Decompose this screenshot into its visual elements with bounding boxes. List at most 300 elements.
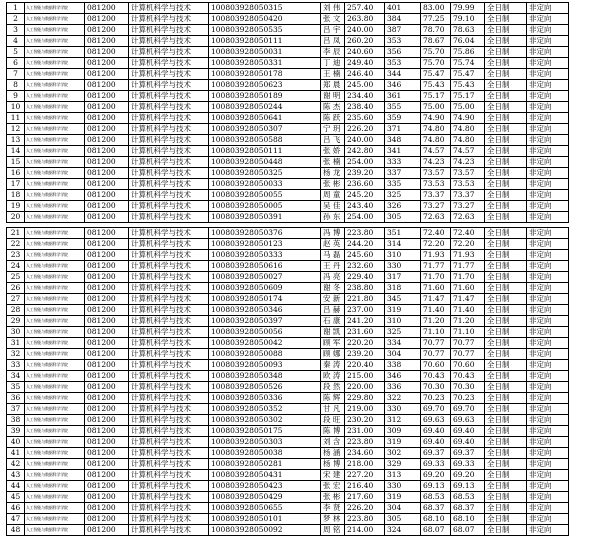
student-name-cell: 欧 涛 [321, 371, 345, 382]
major-code-cell: 081200 [85, 470, 129, 481]
direction-cell: 非定向 [527, 305, 569, 316]
major-code-cell: 081200 [85, 393, 129, 404]
exam-id-cell: 100803928050005 [209, 201, 321, 212]
study-mode-cell: 全日制 [485, 201, 527, 212]
college-cell: 人工智能与数据科学学院 [25, 124, 85, 135]
college-cell: 人工智能与数据科学学院 [25, 448, 85, 459]
exam-id-cell: 100803928050189 [209, 91, 321, 102]
student-name-cell: 王 楠 [321, 69, 345, 80]
score-d-cell: 74.23 [451, 157, 485, 168]
score-c-cell: 78.67 [421, 36, 451, 47]
row-number: 34 [7, 371, 25, 382]
college-cell: 人工智能与数据科学学院 [25, 360, 85, 371]
major-name-cell: 计算机科学与技术 [129, 338, 209, 349]
table-row [7, 212, 569, 223]
major-name-cell: 计算机科学与技术 [129, 80, 209, 91]
major-code-cell: 081200 [85, 157, 129, 168]
row-number: 19 [7, 201, 25, 212]
exam-id-cell: 100803928050055 [209, 190, 321, 201]
study-mode-cell: 全日制 [485, 239, 527, 250]
major-code-cell: 081200 [85, 338, 129, 349]
score-b-cell: 325 [385, 190, 421, 201]
student-name-cell: 杨 涵 [321, 448, 345, 459]
score-a-cell: 241.20 [345, 316, 385, 327]
study-mode-cell: 全日制 [485, 261, 527, 272]
score-b-cell: 330 [385, 261, 421, 272]
table-row [7, 503, 569, 514]
major-name-cell: 计算机科学与技术 [129, 415, 209, 426]
score-a-cell: 223.80 [345, 437, 385, 448]
college-cell: 人工智能与数据科学学院 [25, 459, 85, 470]
major-name-cell: 计算机科学与技术 [129, 360, 209, 371]
score-b-cell: 348 [385, 135, 421, 146]
table-row [7, 80, 569, 91]
score-d-cell: 68.37 [451, 503, 485, 514]
college-cell: 人工智能与数据科学学院 [25, 212, 85, 223]
study-mode-cell: 全日制 [485, 404, 527, 415]
major-name-cell: 计算机科学与技术 [129, 36, 209, 47]
major-name-cell: 计算机科学与技术 [129, 25, 209, 36]
score-d-cell: 75.43 [451, 80, 485, 91]
direction-cell: 非定向 [527, 135, 569, 146]
direction-cell: 非定向 [527, 448, 569, 459]
major-code-cell: 081200 [85, 415, 129, 426]
student-name-cell: 顾 娜 [321, 349, 345, 360]
score-a-cell: 245.60 [345, 250, 385, 261]
major-name-cell: 计算机科学与技术 [129, 212, 209, 223]
table-row [7, 58, 569, 69]
score-a-cell: 216.40 [345, 481, 385, 492]
score-a-cell: 240.60 [345, 47, 385, 58]
score-c-cell: 75.47 [421, 69, 451, 80]
table-row [7, 470, 569, 481]
exam-id-cell: 100803928050033 [209, 179, 321, 190]
major-name-cell: 计算机科学与技术 [129, 448, 209, 459]
student-name-cell: 王 丹 [321, 261, 345, 272]
exam-id-cell: 100803928050346 [209, 305, 321, 316]
student-name-cell: 李 辰 [321, 47, 345, 58]
student-name-cell: 刘 含 [321, 437, 345, 448]
major-name-cell: 计算机科学与技术 [129, 525, 209, 536]
college-cell: 人工智能与数据科学学院 [25, 146, 85, 157]
score-d-cell: 74.90 [451, 113, 485, 124]
score-a-cell: 238.80 [345, 283, 385, 294]
study-mode-cell: 全日制 [485, 272, 527, 283]
exam-id-cell: 100803928050641 [209, 113, 321, 124]
table-row [7, 168, 569, 179]
study-mode-cell: 全日制 [485, 525, 527, 536]
score-b-cell: 314 [385, 239, 421, 250]
student-name-cell: 周 童 [321, 190, 345, 201]
college-cell: 人工智能与数据科学学院 [25, 179, 85, 190]
exam-id-cell: 100803928050281 [209, 459, 321, 470]
major-name-cell: 计算机科学与技术 [129, 261, 209, 272]
student-name-cell: 石 康 [321, 316, 345, 327]
score-c-cell: 72.40 [421, 228, 451, 239]
college-cell: 人工智能与数据科学学院 [25, 228, 85, 239]
direction-cell: 非定向 [527, 492, 569, 503]
score-a-cell: 215.00 [345, 371, 385, 382]
college-cell: 人工智能与数据科学学院 [25, 3, 85, 14]
major-name-cell: 计算机科学与技术 [129, 503, 209, 514]
score-a-cell: 223.80 [345, 228, 385, 239]
major-name-cell: 计算机科学与技术 [129, 492, 209, 503]
major-name-cell: 计算机科学与技术 [129, 91, 209, 102]
major-name-cell: 计算机科学与技术 [129, 305, 209, 316]
direction-cell: 非定向 [527, 294, 569, 305]
score-d-cell: 75.74 [451, 58, 485, 69]
major-name-cell: 计算机科学与技术 [129, 426, 209, 437]
direction-cell: 非定向 [527, 3, 569, 14]
major-name-cell: 计算机科学与技术 [129, 14, 209, 25]
score-b-cell: 305 [385, 514, 421, 525]
study-mode-cell: 全日制 [485, 228, 527, 239]
score-c-cell: 83.00 [421, 3, 451, 14]
direction-cell: 非定向 [527, 459, 569, 470]
exam-id-cell: 100803928050526 [209, 382, 321, 393]
score-b-cell: 304 [385, 349, 421, 360]
score-c-cell: 73.53 [421, 179, 451, 190]
student-name-cell: 谢 凯 [321, 327, 345, 338]
major-code-cell: 081200 [85, 261, 129, 272]
table-row [7, 14, 569, 25]
score-c-cell: 70.60 [421, 360, 451, 371]
score-a-cell: 226.20 [345, 503, 385, 514]
score-c-cell: 75.70 [421, 58, 451, 69]
score-c-cell: 71.10 [421, 327, 451, 338]
major-code-cell: 081200 [85, 316, 129, 327]
college-cell: 人工智能与数据科学学院 [25, 316, 85, 327]
score-a-cell: 249.40 [345, 58, 385, 69]
score-d-cell: 70.77 [451, 349, 485, 360]
score-b-cell: 337 [385, 168, 421, 179]
exam-id-cell: 100803928050623 [209, 80, 321, 91]
major-name-cell: 计算机科学与技术 [129, 294, 209, 305]
table-row [7, 382, 569, 393]
score-d-cell: 73.37 [451, 190, 485, 201]
score-d-cell: 72.20 [451, 239, 485, 250]
direction-cell: 非定向 [527, 113, 569, 124]
score-d-cell: 69.40 [451, 437, 485, 448]
exam-id-cell: 100803928050397 [209, 316, 321, 327]
score-a-cell: 244.20 [345, 239, 385, 250]
score-b-cell: 333 [385, 157, 421, 168]
score-c-cell: 71.60 [421, 283, 451, 294]
major-code-cell: 081200 [85, 3, 129, 14]
major-name-cell: 计算机科学与技术 [129, 135, 209, 146]
score-d-cell: 72.63 [451, 212, 485, 223]
score-a-cell: 229.40 [345, 272, 385, 283]
major-code-cell: 081200 [85, 492, 129, 503]
exam-id-cell: 100803928050616 [209, 261, 321, 272]
exam-id-cell: 100803928050244 [209, 102, 321, 113]
score-c-cell: 74.57 [421, 146, 451, 157]
score-c-cell: 71.93 [421, 250, 451, 261]
study-mode-cell: 全日制 [485, 80, 527, 91]
student-name-cell: 梦 林 [321, 514, 345, 525]
table-row [7, 261, 569, 272]
row-number: 4 [7, 36, 25, 47]
score-b-cell: 319 [385, 492, 421, 503]
score-b-cell: 356 [385, 47, 421, 58]
score-b-cell: 326 [385, 201, 421, 212]
direction-cell: 非定向 [527, 426, 569, 437]
college-cell: 人工智能与数据科学学院 [25, 525, 85, 536]
direction-cell: 非定向 [527, 360, 569, 371]
exam-id-cell: 100803928050093 [209, 360, 321, 371]
college-cell: 人工智能与数据科学学院 [25, 58, 85, 69]
study-mode-cell: 全日制 [485, 481, 527, 492]
major-name-cell: 计算机科学与技术 [129, 157, 209, 168]
exam-id-cell: 100803928050027 [209, 272, 321, 283]
direction-cell: 非定向 [527, 201, 569, 212]
score-b-cell: 329 [385, 459, 421, 470]
table-row [7, 415, 569, 426]
major-name-cell: 计算机科学与技术 [129, 190, 209, 201]
score-d-cell: 69.33 [451, 459, 485, 470]
score-d-cell: 78.63 [451, 25, 485, 36]
table-row [7, 404, 569, 415]
score-b-cell: 330 [385, 404, 421, 415]
table-row [7, 338, 569, 349]
student-name-cell: 吴 佳 [321, 201, 345, 212]
direction-cell: 非定向 [527, 525, 569, 536]
student-name-cell: 丁 迪 [321, 58, 345, 69]
major-code-cell: 081200 [85, 382, 129, 393]
score-c-cell: 71.77 [421, 261, 451, 272]
score-a-cell: 220.00 [345, 382, 385, 393]
score-b-cell: 312 [385, 415, 421, 426]
score-d-cell: 79.10 [451, 14, 485, 25]
score-d-cell: 70.60 [451, 360, 485, 371]
score-b-cell: 387 [385, 25, 421, 36]
study-mode-cell: 全日制 [485, 135, 527, 146]
row-number: 16 [7, 168, 25, 179]
student-name-cell: 张 娇 [321, 146, 345, 157]
score-b-cell: 341 [385, 146, 421, 157]
direction-cell: 非定向 [527, 371, 569, 382]
exam-id-cell: 100803928050423 [209, 481, 321, 492]
score-a-cell: 231.00 [345, 426, 385, 437]
table-row [7, 91, 569, 102]
major-code-cell: 081200 [85, 135, 129, 146]
row-number: 31 [7, 338, 25, 349]
study-mode-cell: 全日制 [485, 338, 527, 349]
score-c-cell: 78.70 [421, 25, 451, 36]
study-mode-cell: 全日制 [485, 124, 527, 135]
student-name-cell: 张 彬 [321, 179, 345, 190]
row-number: 21 [7, 228, 25, 239]
direction-cell: 非定向 [527, 69, 569, 80]
study-mode-cell: 全日制 [485, 283, 527, 294]
student-name-cell: 周 铭 [321, 525, 345, 536]
score-d-cell: 68.07 [451, 525, 485, 536]
direction-cell: 非定向 [527, 283, 569, 294]
score-c-cell: 71.70 [421, 272, 451, 283]
row-number: 32 [7, 349, 25, 360]
score-d-cell: 69.63 [451, 415, 485, 426]
table-row [7, 25, 569, 36]
direction-cell: 非定向 [527, 58, 569, 69]
exam-id-cell: 100803928050178 [209, 69, 321, 80]
score-b-cell: 353 [385, 58, 421, 69]
college-cell: 人工智能与数据科学学院 [25, 415, 85, 426]
college-cell: 人工智能与数据科学学院 [25, 437, 85, 448]
table-row [7, 146, 569, 157]
score-c-cell: 71.47 [421, 294, 451, 305]
direction-cell: 非定向 [527, 349, 569, 360]
major-name-cell: 计算机科学与技术 [129, 437, 209, 448]
student-name-cell: 孙 东 [321, 212, 345, 223]
table-row [7, 327, 569, 338]
major-name-cell: 计算机科学与技术 [129, 102, 209, 113]
score-d-cell: 68.10 [451, 514, 485, 525]
college-cell: 人工智能与数据科学学院 [25, 272, 85, 283]
score-b-cell: 310 [385, 250, 421, 261]
score-a-cell: 220.20 [345, 338, 385, 349]
college-cell: 人工智能与数据科学学院 [25, 135, 85, 146]
study-mode-cell: 全日制 [485, 382, 527, 393]
score-c-cell: 69.40 [421, 437, 451, 448]
major-name-cell: 计算机科学与技术 [129, 470, 209, 481]
exam-id-cell: 100803928050056 [209, 327, 321, 338]
score-b-cell: 359 [385, 113, 421, 124]
study-mode-cell: 全日制 [485, 503, 527, 514]
direction-cell: 非定向 [527, 25, 569, 36]
table-row [7, 124, 569, 135]
study-mode-cell: 全日制 [485, 47, 527, 58]
exam-id-cell: 100803928050588 [209, 135, 321, 146]
direction-cell: 非定向 [527, 228, 569, 239]
study-mode-cell: 全日制 [485, 349, 527, 360]
score-b-cell: 318 [385, 283, 421, 294]
exam-id-cell: 100803928050331 [209, 58, 321, 69]
row-number: 7 [7, 69, 25, 80]
student-name-cell: 段 旺 [321, 415, 345, 426]
score-c-cell: 71.40 [421, 305, 451, 316]
score-a-cell: 257.40 [345, 3, 385, 14]
table-row [7, 360, 569, 371]
major-code-cell: 081200 [85, 305, 129, 316]
score-b-cell: 335 [385, 179, 421, 190]
major-name-cell: 计算机科学与技术 [129, 283, 209, 294]
college-cell: 人工智能与数据科学学院 [25, 514, 85, 525]
score-a-cell: 226.20 [345, 124, 385, 135]
score-a-cell: 236.60 [345, 179, 385, 190]
college-cell: 人工智能与数据科学学院 [25, 426, 85, 437]
row-number: 35 [7, 382, 25, 393]
major-code-cell: 081200 [85, 102, 129, 113]
table-row [7, 47, 569, 58]
study-mode-cell: 全日制 [485, 168, 527, 179]
score-d-cell: 71.93 [451, 250, 485, 261]
score-a-cell: 232.60 [345, 261, 385, 272]
major-code-cell: 081200 [85, 228, 129, 239]
row-number: 43 [7, 470, 25, 481]
exam-id-cell: 100803928050307 [209, 124, 321, 135]
student-name-cell: 赵 英 [321, 239, 345, 250]
direction-cell: 非定向 [527, 382, 569, 393]
direction-cell: 非定向 [527, 415, 569, 426]
row-number: 18 [7, 190, 25, 201]
study-mode-cell: 全日制 [485, 426, 527, 437]
score-a-cell: 243.40 [345, 201, 385, 212]
major-name-cell: 计算机科学与技术 [129, 349, 209, 360]
study-mode-cell: 全日制 [485, 305, 527, 316]
college-cell: 人工智能与数据科学学院 [25, 338, 85, 349]
exam-id-cell: 100803928050101 [209, 514, 321, 525]
major-name-cell: 计算机科学与技术 [129, 393, 209, 404]
study-mode-cell: 全日制 [485, 360, 527, 371]
score-a-cell: 234.40 [345, 91, 385, 102]
major-code-cell: 081200 [85, 201, 129, 212]
table-row [7, 437, 569, 448]
major-code-cell: 081200 [85, 168, 129, 179]
score-d-cell: 73.57 [451, 168, 485, 179]
score-c-cell: 70.77 [421, 338, 451, 349]
score-a-cell: 217.60 [345, 492, 385, 503]
exam-id-cell: 100803928050038 [209, 448, 321, 459]
student-name-cell: 冯 博 [321, 228, 345, 239]
table-row [7, 179, 569, 190]
major-code-cell: 081200 [85, 14, 129, 25]
college-cell: 人工智能与数据科学学院 [25, 250, 85, 261]
direction-cell: 非定向 [527, 250, 569, 261]
college-cell: 人工智能与数据科学学院 [25, 349, 85, 360]
major-name-cell: 计算机科学与技术 [129, 146, 209, 157]
score-c-cell: 68.10 [421, 514, 451, 525]
college-cell: 人工智能与数据科学学院 [25, 481, 85, 492]
study-mode-cell: 全日制 [485, 514, 527, 525]
major-code-cell: 081200 [85, 283, 129, 294]
score-c-cell: 73.37 [421, 190, 451, 201]
study-mode-cell: 全日制 [485, 14, 527, 25]
row-number: 39 [7, 426, 25, 437]
student-name-cell: 顾 军 [321, 338, 345, 349]
student-name-cell: 冯 亮 [321, 272, 345, 283]
score-c-cell: 70.77 [421, 349, 451, 360]
table-row [7, 459, 569, 470]
direction-cell: 非定向 [527, 168, 569, 179]
score-c-cell: 75.00 [421, 102, 451, 113]
major-code-cell: 081200 [85, 36, 129, 47]
score-a-cell: 239.20 [345, 168, 385, 179]
score-d-cell: 72.40 [451, 228, 485, 239]
row-number: 6 [7, 58, 25, 69]
exam-id-cell: 100803928050429 [209, 492, 321, 503]
major-code-cell: 081200 [85, 525, 129, 536]
score-c-cell: 68.53 [421, 492, 451, 503]
major-name-cell: 计算机科学与技术 [129, 481, 209, 492]
score-a-cell: 229.80 [345, 393, 385, 404]
study-mode-cell: 全日制 [485, 69, 527, 80]
direction-cell: 非定向 [527, 91, 569, 102]
table-body [7, 3, 569, 536]
score-b-cell: 313 [385, 470, 421, 481]
major-code-cell: 081200 [85, 294, 129, 305]
college-cell: 人工智能与数据科学学院 [25, 69, 85, 80]
table-row [7, 36, 569, 47]
study-mode-cell: 全日制 [485, 492, 527, 503]
student-name-cell: 陈 跃 [321, 113, 345, 124]
major-code-cell: 081200 [85, 58, 129, 69]
student-name-cell: 张 宏 [321, 481, 345, 492]
study-mode-cell: 全日制 [485, 190, 527, 201]
major-name-cell: 计算机科学与技术 [129, 124, 209, 135]
major-name-cell: 计算机科学与技术 [129, 168, 209, 179]
major-name-cell: 计算机科学与技术 [129, 58, 209, 69]
direction-cell: 非定向 [527, 470, 569, 481]
